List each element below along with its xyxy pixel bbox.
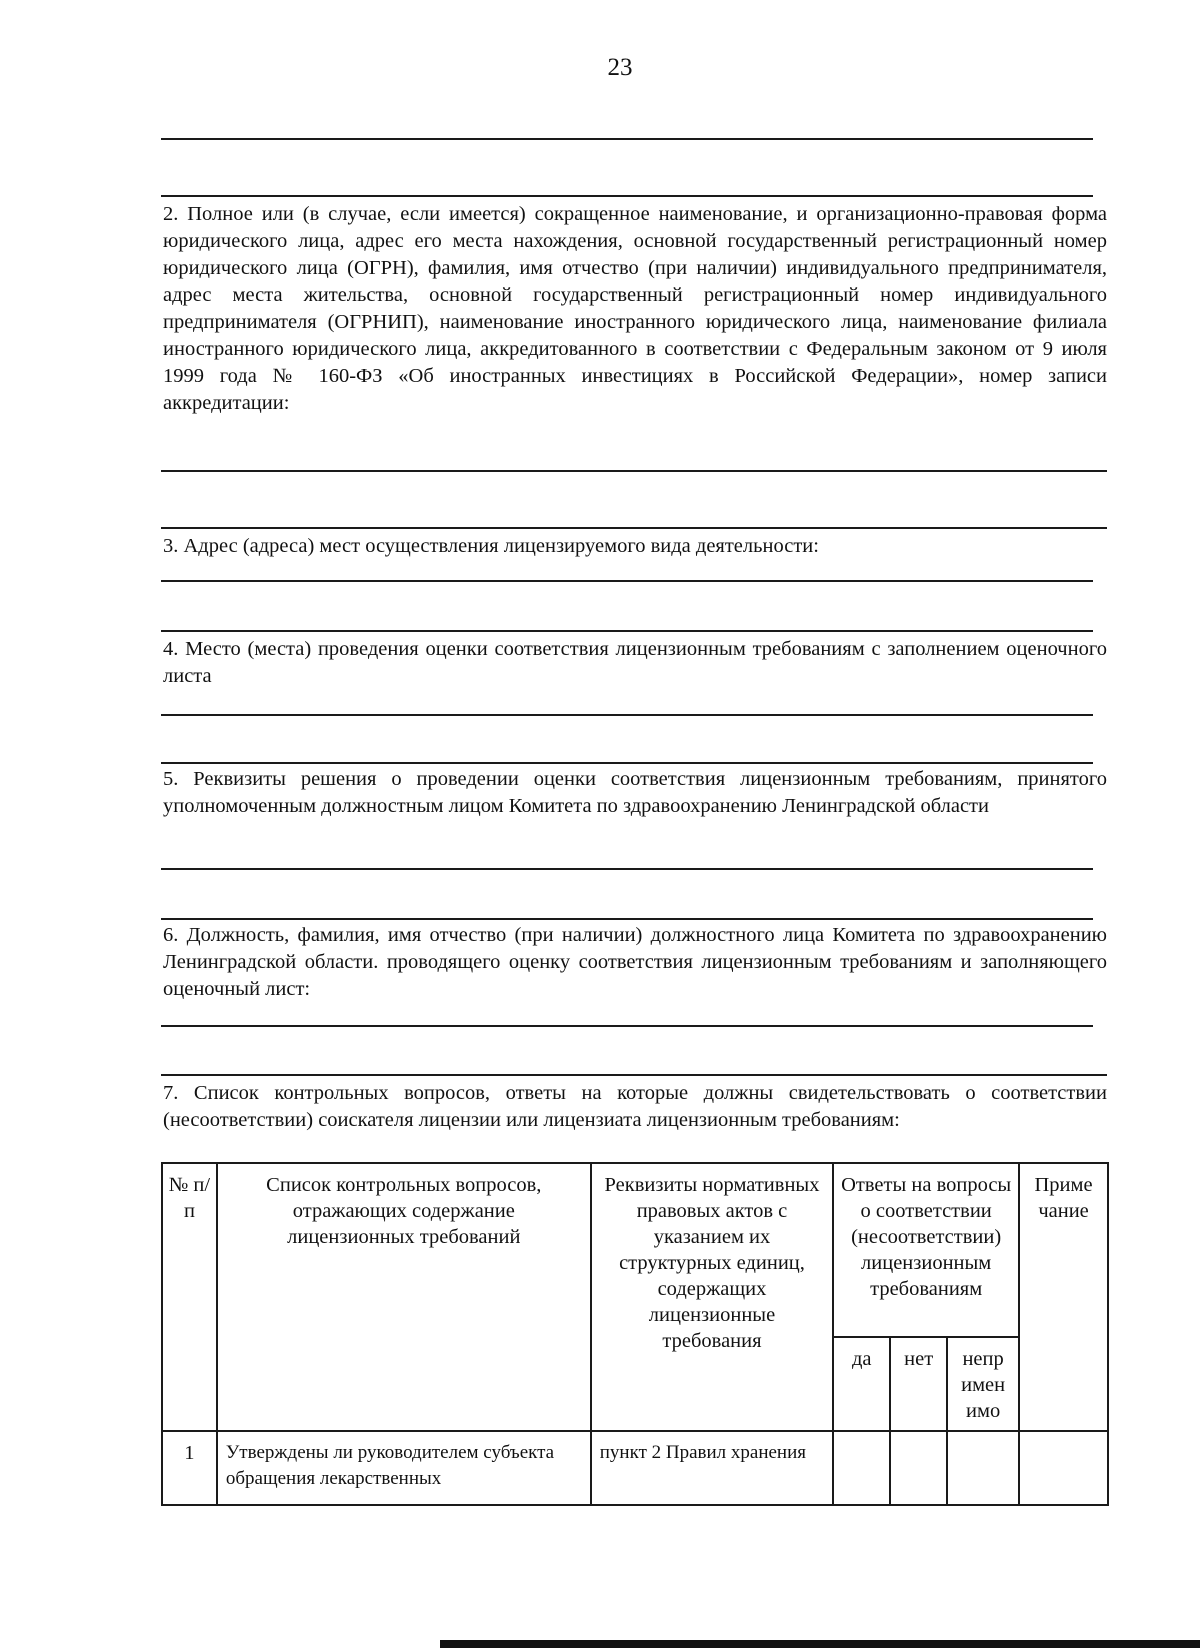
header-no: нет: [890, 1337, 947, 1431]
page-number: 23: [607, 54, 633, 81]
section-3-text: 3. Адрес (адреса) мест осуществления лицензируемого вида деятельности:: [163, 535, 819, 557]
section-4-text: 4. Место (места) проведения оценки соответствия лицензионным требованиям с заполнением оценочного листа: [163, 638, 1107, 687]
header-yes: да: [833, 1337, 890, 1431]
blank-line[interactable]: [161, 918, 1093, 920]
header-na: непр имен имо: [947, 1337, 1019, 1431]
blank-line[interactable]: [161, 868, 1093, 870]
blank-line[interactable]: [161, 580, 1093, 582]
blank-line[interactable]: [161, 630, 1093, 632]
blank-line[interactable]: [161, 195, 1093, 197]
note-cell[interactable]: [1019, 1431, 1108, 1505]
blank-line[interactable]: [161, 1025, 1093, 1027]
blank-line[interactable]: [161, 762, 1093, 764]
section-2-text: 2. Полное или (в случае, если имеется) сокращенное наименование, и организационно-правовая форма юридического лица, адрес его места нахождения, основной государственный регистрационный номер юридического лица (ОГРН), фамилия, имя отчество (при наличии) индивидуального предпринимателя, адрес места жительства, основной государственный регистрационный номер индивидуального предпринимателя (ОГРНИП), наименование иностранного юридического лица, наименование филиала иностранного юридического лица, аккредитованного в соответствии с Федеральным законом от 9 июля 1999 года № 160-ФЗ «Об иностранных инвестициях в Российской Федерации», номер записи аккредитации:: [163, 203, 1107, 414]
row-question: Утверждены ли руководителем субъекта обращения лекарственных: [217, 1431, 591, 1505]
header-requisites: Реквизиты нормативных правовых актов с указанием их структурных единиц, содержащих лицензионные требования: [591, 1163, 833, 1431]
answer-na-cell[interactable]: [947, 1431, 1019, 1505]
header-num: № п/п: [162, 1163, 217, 1431]
section-5-text: 5. Реквизиты решения о проведении оценки соответствия лицензионным требованиям, принятого уполномоченным должностным лицом Комитета по здравоохранению Ленинградской области: [163, 768, 1107, 817]
table-header-row: [162, 1163, 1108, 1337]
header-answers: Ответы на вопросы о соответствии (несоответствии) лицензионным требованиям: [833, 1163, 1019, 1337]
section-6-text: 6. Должность, фамилия, имя отчество (при наличии) должностного лица Комитета по здравоохранению Ленинградской области. проводящего оценку соответствия лицензионным требованиям и заполняющего оценочный лист:: [163, 924, 1107, 1000]
scan-edge-bar: [440, 1640, 1200, 1648]
table-row: [162, 1431, 1108, 1505]
row-num: 1: [162, 1431, 217, 1505]
answer-no-cell[interactable]: [890, 1431, 947, 1505]
checklist-table: [161, 1162, 1109, 1506]
row-requisite: пункт 2 Правил хранения: [591, 1431, 833, 1505]
blank-line[interactable]: [161, 527, 1107, 529]
blank-line[interactable]: [161, 1074, 1107, 1076]
blank-line[interactable]: [161, 470, 1107, 472]
section-7-text: 7. Список контрольных вопросов, ответы на которые должны свидетельствовать о соответствии (несоответствии) соискателя лицензии или лицензиата лицензионным требованиям:: [163, 1082, 1107, 1131]
blank-line[interactable]: [161, 714, 1093, 716]
header-note: Приме чание: [1019, 1163, 1108, 1431]
header-questions: Список контрольных вопросов, отражающих содержание лицензионных требований: [217, 1163, 591, 1431]
blank-line[interactable]: [161, 138, 1093, 140]
answer-yes-cell[interactable]: [833, 1431, 890, 1505]
